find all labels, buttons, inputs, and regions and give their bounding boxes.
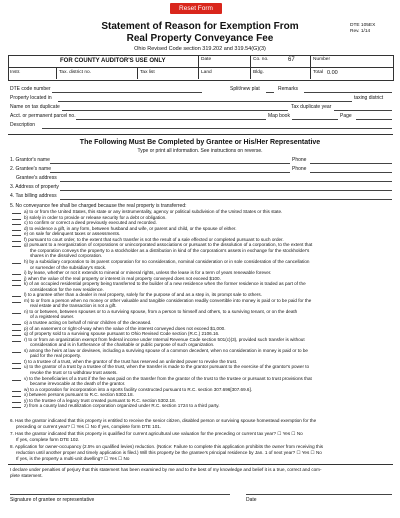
tax-billing-field[interactable]	[60, 199, 392, 200]
reason-text: of a registered owner.	[30, 314, 75, 320]
reason-text: consideration for the new residence.	[30, 286, 104, 292]
reason-check-field[interactable]	[12, 213, 21, 214]
reason-check-field[interactable]	[12, 219, 21, 220]
reason-check-field[interactable]	[12, 380, 21, 381]
reason-text: paid for the real property.	[30, 353, 81, 359]
reason-text: c) to confirm or correct a deed previously executed and recorded.	[24, 220, 157, 226]
reason-text: g) pursuant to a reorganization of corporations or unincorporated associations or pursuant to the dissolution of a corporation, to the extent that	[24, 242, 313, 248]
auditor-co-no-label: Co. no.	[253, 57, 269, 62]
dte-code-field[interactable]	[52, 92, 202, 93]
item6-question[interactable]: preceding or current year? ☐ Yes ☐ No If yes, complete form DTE 101.	[16, 424, 162, 429]
reason-text: or surrender of the subsidiary's stock.	[30, 264, 107, 270]
map-book-field[interactable]	[292, 119, 338, 120]
grantee-phone-field[interactable]	[310, 172, 392, 173]
declaration-line2: plete statement.	[10, 473, 43, 478]
reason-check-field[interactable]	[12, 330, 21, 331]
reason-text: k) of an occupied residential property being transferred to the builder of a new residence when the former residence is traded as part of the	[24, 281, 306, 287]
reason-text: z) from a county land reutilization corporation organized under R.C. section 1724 to a third party.	[24, 403, 220, 409]
form-number: DTE 105EX Rev. 1/14	[350, 23, 376, 34]
reason-text: d) to evidence a gift, in any form, between husband and wife, or parent and child, or the spouse of either.	[24, 225, 237, 231]
reason-text: y) to the trustee of a legacy trust created pursuant to R.C. section 5302.18.	[24, 397, 176, 403]
auditor-bldg-label: Bldg.	[253, 70, 264, 75]
description-label: Description	[10, 122, 36, 128]
reason-text: consideration and is in furtherance of the charitable or public purpose of such organization.	[30, 342, 215, 348]
grantee-address-field[interactable]	[60, 181, 392, 182]
acct-field[interactable]	[76, 119, 266, 120]
reason-text: l) to a grantee other than a dealer in real property, solely for the purpose of and as a step in, its prompt sale to others.	[24, 292, 262, 298]
reason-text: u) to the grantor of a trust by a trustee of the trust, when the transfer is made to the grantor pursuant to the exercise of the grantor's power to	[24, 364, 310, 370]
tax-dup-year-field[interactable]	[334, 110, 392, 111]
reason-text: s) among the heirs at law or devisees, including a surviving spouse of a common decedent, when no consideration in money is paid or to be	[24, 347, 308, 353]
auditor-instr-label: Instr.	[10, 70, 21, 75]
reason-text: m) to or from a person when no money or other valuable and tangible consideration readily convertible into money is paid or to be paid for the	[24, 297, 312, 303]
auditor-header: FOR COUNTY AUDITOR'S USE ONLY	[60, 58, 166, 64]
grantor-phone-label: Phone	[292, 157, 307, 163]
grantee-name-field[interactable]	[50, 172, 290, 173]
grantor-name-field[interactable]	[50, 163, 290, 164]
page-field[interactable]	[356, 119, 392, 120]
reason-check-field[interactable]	[12, 235, 21, 236]
auditor-land-label: Land	[201, 70, 212, 75]
reason-text: became irrevocable at the death of the grantor.	[30, 381, 126, 387]
grantor-phone-field[interactable]	[310, 163, 392, 164]
page-label: Page	[340, 113, 352, 119]
reason-check-field[interactable]	[12, 368, 21, 369]
auditor-number-label: Number	[313, 57, 331, 62]
reason-text: e) on sale for delinquent taxes or assessments.	[24, 231, 121, 237]
reason-text: f) pursuant to court order, to the extent that such transfer is not the result of a sale effected or completed pursuant to such order.	[24, 236, 284, 242]
reason-text: a) to or from the United States, this state or any instrumentality, agency or political subdivision of the United States or this state.	[24, 209, 283, 214]
item8-multiunit[interactable]: If yes, is the property a multi-unit dwelling? ☐ Yes ☐ No	[16, 456, 130, 461]
declaration-line1: I declare under penalties of perjury that this statement has been examined by me and to the best of my knowledge and belief it is a true, correct and com-	[10, 467, 322, 472]
reason-text: v) to the beneficiaries of a trust if the fee was paid on the transfer from the grantor of the trust to the trustee or pursuant to trust provisions that	[24, 375, 312, 381]
form-title-line1: Statement of Reason for Exemption From	[101, 21, 299, 32]
section-note: Type or print all information. See instructions on reverse.	[137, 148, 263, 154]
item7-note: If yes, complete form DTE 102.	[16, 437, 80, 442]
reason-check-field[interactable]	[12, 224, 21, 225]
property-address-label: 3. Address of property	[10, 184, 59, 190]
auditor-total-label: Total	[313, 70, 324, 75]
reason-text: o) a trustee acting on behalf of minor children of the deceased.	[24, 320, 152, 325]
auditor-total-value[interactable]: 0.00	[327, 70, 338, 76]
reason-check-field[interactable]	[12, 324, 21, 325]
located-in-label: Property located in	[10, 95, 52, 101]
reason-text: t) to a trustee of a trust, when the grantor of the trust has reserved an unlimited power to revoke the trust.	[24, 358, 238, 364]
reason-check-field[interactable]	[12, 396, 21, 397]
declaration-divider	[8, 464, 393, 465]
item6-text: 6. Has the grantor indicated that this property is entitled to receive the senior citizen, disabled person or surviving spouse homestead exemption for the	[10, 418, 317, 423]
reason-text: real estate and the transaction is not a gift.	[30, 303, 117, 309]
reason-check-field[interactable]	[12, 263, 21, 264]
map-book-label: Map book	[268, 113, 290, 119]
name-tax-dup-field[interactable]	[62, 110, 288, 111]
tax-billing-label: 4. Tax billing address	[10, 193, 57, 199]
reason-check-field[interactable]	[12, 352, 21, 353]
reset-form-button[interactable]: Reset Form	[170, 3, 222, 14]
reason-text: n) to or between, between spouses or to a surviving spouse, from a person to himself and others, to a surviving tenant, or on the death	[24, 308, 298, 314]
date-field[interactable]	[246, 494, 392, 495]
item7-text[interactable]: 7. Has the grantor indicated that this property is qualified for current agricultural use valuation for the preceding or current tax year? ☐ Yes ☐ No	[10, 431, 303, 436]
auditor-co-no-value[interactable]: 67	[288, 57, 295, 63]
date-label: Date	[246, 497, 257, 503]
reason-text: the corporation conveys the property to a stockholder as a distribution in kind of the corporation's assets in exchange for the stockholder's	[30, 247, 310, 253]
reason-text: h) by a subsidiary corporation to its parent corporation for no consideration, nominal consideration or in sole consideration of the cancellation	[24, 258, 310, 264]
reason-check-field[interactable]	[12, 313, 21, 314]
remarks-label: Remarks	[278, 86, 299, 92]
tax-dup-year-label: Tax duplicate year	[291, 104, 332, 110]
reason-check-field[interactable]	[12, 285, 21, 286]
dte-code-label: DTE code number	[10, 86, 51, 92]
reason-check-field[interactable]	[12, 391, 21, 392]
split-field[interactable]	[266, 92, 274, 93]
split-label: Split/new plat	[230, 86, 260, 92]
located-in-field[interactable]	[58, 101, 352, 102]
form-title-line2: Real Property Conveyance Fee	[126, 33, 274, 44]
reason-check-field[interactable]	[12, 335, 21, 336]
reason-text: p) of an easement or right-of-way when the value of the interest conveyed does not exceed $1,000.	[24, 325, 226, 331]
grantee-phone-label: Phone	[292, 166, 307, 172]
taxing-district-label: taxing district	[354, 95, 384, 101]
remarks-field[interactable]	[304, 92, 392, 93]
reason-check-field[interactable]	[12, 230, 21, 231]
section-divider	[8, 134, 393, 135]
signature-field[interactable]	[10, 494, 230, 495]
item8-text: 8. Application for owner-occupancy (2.5% on qualified levies) reduction. (Notice: Failure to complete this application prohibits the owner from receiving this	[10, 444, 324, 449]
auditor-tax-list-label: Tax list	[140, 70, 155, 75]
acct-label: Acct. or permanent parcel no.	[10, 113, 76, 119]
reason-text: revoke the trust or to withdraw trust assets.	[30, 369, 118, 375]
reason-text: q) of property sold to a surviving spouse pursuant to Ohio Revised Code section (R.C.) 2106.16.	[24, 331, 220, 337]
reason-check-field[interactable]	[12, 302, 21, 303]
grantee-address-label: Grantee's address	[16, 175, 57, 181]
form-subtitle: Ohio Revised Code section 319.202 and 319.54(G)(3)	[134, 46, 266, 52]
reason-check-field[interactable]	[12, 241, 21, 242]
reason-text: x) between persons pursuant to R.C. section 5302.18.	[24, 392, 134, 398]
auditor-date-label: Date	[201, 57, 212, 62]
reason-check-field[interactable]	[12, 246, 21, 247]
reason-text: r) to or from an organization exempt from federal income under Internal Revenue Code section 501(c)(3), provided such transfer is without	[24, 336, 305, 342]
signature-label: Signature of grantee or representative	[10, 497, 95, 503]
name-tax-dup-label: Name on tax duplicate	[10, 104, 60, 110]
reason-check-field[interactable]	[12, 296, 21, 297]
reason-check-field[interactable]	[12, 280, 21, 281]
grantor-name-label: 1. Grantor's name	[10, 157, 50, 163]
reason-text: i) by lease, whether or not it extends to mineral or mineral rights, unless the lease is for a term of years renewable forever.	[24, 270, 272, 276]
item5-intro: 5. No conveyance fee shall be charged because the real property is transferred:	[10, 203, 187, 209]
reason-check-field[interactable]	[12, 363, 21, 364]
reason-text: b) solely in order to provide or release security for a debt or obligation.	[24, 214, 167, 220]
reason-text: w) to a corporation for incorporation into a sports facility constructed pursuant to R.C. section 307.696[307.69.6].	[24, 386, 253, 392]
reason-check-field[interactable]	[12, 274, 21, 275]
grantee-name-label: 2. Grantee's name	[10, 166, 51, 172]
reason-check-field[interactable]	[12, 407, 21, 408]
item8-question[interactable]: reduction until another proper and timely application is filed.) Will this property be the grantee's principal residence by Jan. 1 of next year? ☐ Yes ☐ No	[16, 450, 322, 455]
reason-check-field[interactable]	[12, 402, 21, 403]
reason-text: shares in the dissolved corporation.	[30, 253, 103, 259]
property-address-field[interactable]	[60, 190, 392, 191]
reason-check-field[interactable]	[12, 341, 21, 342]
auditor-tax-district-label: Tax. district no.	[59, 70, 91, 75]
description-field[interactable]	[42, 128, 392, 129]
reason-text: j) when the value of the real property or interest in real property conveyed does not exceed $100.	[24, 275, 221, 281]
section-header: The Following Must Be Completed by Grantee or His/Her Representative	[79, 139, 321, 146]
